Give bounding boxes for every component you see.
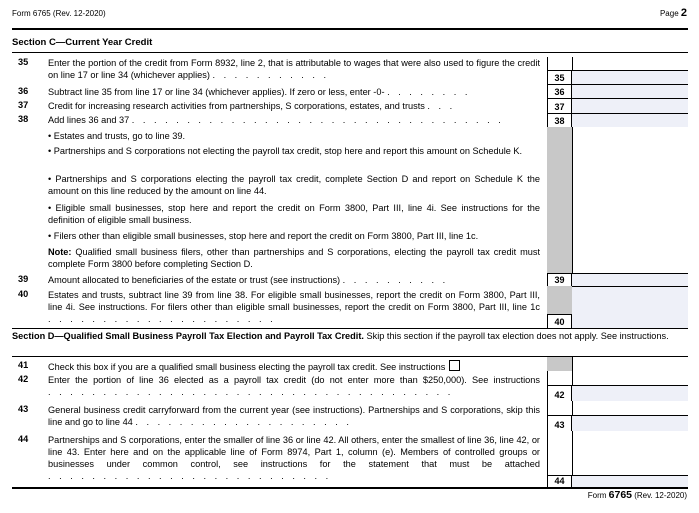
- bullet-eligible-small-business: • Eligible small businesses, stop here and report the credit on Form 3800, Part III, line 4i. See instructions for the definition of eligible small business.: [48, 203, 540, 225]
- qualified-small-business-note: Note: Qualified small business filers, other than partnerships and S corporations, electing the payroll tax credit must complete Form 3800 before completing Section D.: [48, 247, 540, 269]
- footer-rule: [12, 487, 688, 489]
- line-41-number: 41: [18, 360, 29, 370]
- form-footer: Form 6765 (Rev. 12-2020): [587, 489, 687, 501]
- line-44-label-box: 44: [547, 475, 572, 487]
- line-35-label-box: 35: [547, 70, 572, 84]
- line-38-label-box: 38: [547, 113, 572, 127]
- line-39-number: 39: [18, 274, 29, 284]
- section-d-header: Section D—Qualified Small Business Payroll Tax Election and Payroll Tax Credit. Skip this section if the payroll tax election does not apply. See instructions.: [12, 331, 669, 341]
- line-42-text: Enter the portion of line 36 elected as a payroll tax credit (do not enter more than $250,000). See instructions . . . . . . . . . . . . . . . . . . . . . . . . . . . . . . . . . . . . .: [48, 375, 540, 397]
- form-revision: Form 6765 (Rev. 12-2020): [12, 9, 106, 18]
- line-41-gray-column: [547, 357, 572, 371]
- line-38-blank-area: [572, 127, 688, 273]
- line-35-number: 35: [18, 57, 29, 67]
- header-rule: [12, 28, 688, 30]
- bullet-not-electing: • Partnerships and S corporations not electing the payroll tax credit, stop here and report this amount on Schedule K.: [48, 146, 523, 156]
- line-43-amount-field[interactable]: [572, 415, 688, 431]
- line-40-gray-column: [547, 286, 572, 314]
- line-37-number: 37: [18, 100, 29, 110]
- line-36-number: 36: [18, 86, 29, 96]
- line-43-label-box: 43: [547, 415, 572, 431]
- line-39-amount-field[interactable]: [572, 273, 688, 286]
- page-number: Page 2: [659, 7, 687, 19]
- line-44-number: 44: [18, 434, 29, 444]
- line-41-text: Check this box if you are a qualified small business electing the payroll tax credit. See instructions: [48, 360, 548, 373]
- line-38-text: Add lines 36 and 37 . . . . . . . . . . . . . . . . . . . . . . . . . . . . . . . . . .: [48, 115, 504, 125]
- bullet-estates-trusts: • Estates and trusts, go to line 39.: [48, 131, 186, 141]
- line-42-label-box: 42: [547, 385, 572, 401]
- line-40-amount-field[interactable]: [572, 286, 688, 328]
- section-d-rule-top: [12, 328, 688, 329]
- line-39-text: Amount allocated to beneficiaries of the estate or trust (see instructions) . . . . . . . . . .: [48, 275, 449, 285]
- line-39-label-box: 39: [547, 273, 572, 286]
- line-44-amount-field[interactable]: [572, 475, 688, 487]
- line-36-text: Subtract line 35 from line 17 or line 34 (whichever applies). If zero or less, enter -0- . . . . . . . .: [48, 87, 471, 97]
- line-43-number: 43: [18, 404, 29, 414]
- line-35-text: Enter the portion of the credit from Form 8932, line 2, that is attributable to wages that were also used to figure the credit on line 17 or line 34 (whichever applies) . . . . . . . . . . .: [48, 58, 540, 80]
- line-37-amount-field[interactable]: [572, 98, 688, 113]
- section-c-rule: [12, 52, 688, 53]
- bullet-electing: • Partnerships and S corporations electing the payroll tax credit, complete Section D and report on Schedule K the amount on this line reduced by the amount on line 44.: [48, 174, 540, 196]
- line-42-amount-field[interactable]: [572, 385, 688, 401]
- line-40-label-box: 40: [547, 314, 572, 328]
- bullet-other-filers: • Filers other than eligible small businesses, stop here and report the credit on Form 3800, Part III, line 1c.: [48, 231, 479, 241]
- line-38-number: 38: [18, 114, 29, 124]
- line-40-text: Estates and trusts, subtract line 39 from line 38. For eligible small businesses, report the credit on Form 3800, Part III, line 4i. See instructions. For filers other than eligible small businesses, report the credit on Form 3800, Part III, line 1c . . . . . . . . . . . . . . . . . . . . .: [48, 290, 540, 324]
- line-44-text: Partnerships and S corporations, enter the smaller of line 36 or line 42. All others, enter the smallest of line 36, line 42, or line 43. Enter here and on the applicable line of Form 8974, Part 1, column (e). Members of controlled groups or businesses under common control, see instructions for the statement that must be attached . . . . . . . . . . . . . . . . . . . . . . . . . .: [48, 435, 540, 481]
- line-36-label-box: 36: [547, 84, 572, 98]
- line-35-amount-field[interactable]: [572, 70, 688, 84]
- line-37-text: Credit for increasing research activities from partnerships, S corporations, estates, and trusts . . .: [48, 101, 456, 111]
- line-37-label-box: 37: [547, 98, 572, 113]
- payroll-election-checkbox[interactable]: [449, 360, 460, 371]
- line-43-text: General business credit carryforward from the current year (see instructions). Partnerships and S corporations, skip this line and go to line 44 . . . . . . . . . . . . . . . . . . . .: [48, 405, 540, 427]
- line-38-gray-column: [547, 127, 572, 273]
- line-42-number: 42: [18, 374, 29, 384]
- line-38-amount-field[interactable]: [572, 113, 688, 127]
- line-40-number: 40: [18, 289, 29, 299]
- section-c-title: Section C—Current Year Credit: [12, 37, 153, 48]
- line-36-amount-field[interactable]: [572, 84, 688, 98]
